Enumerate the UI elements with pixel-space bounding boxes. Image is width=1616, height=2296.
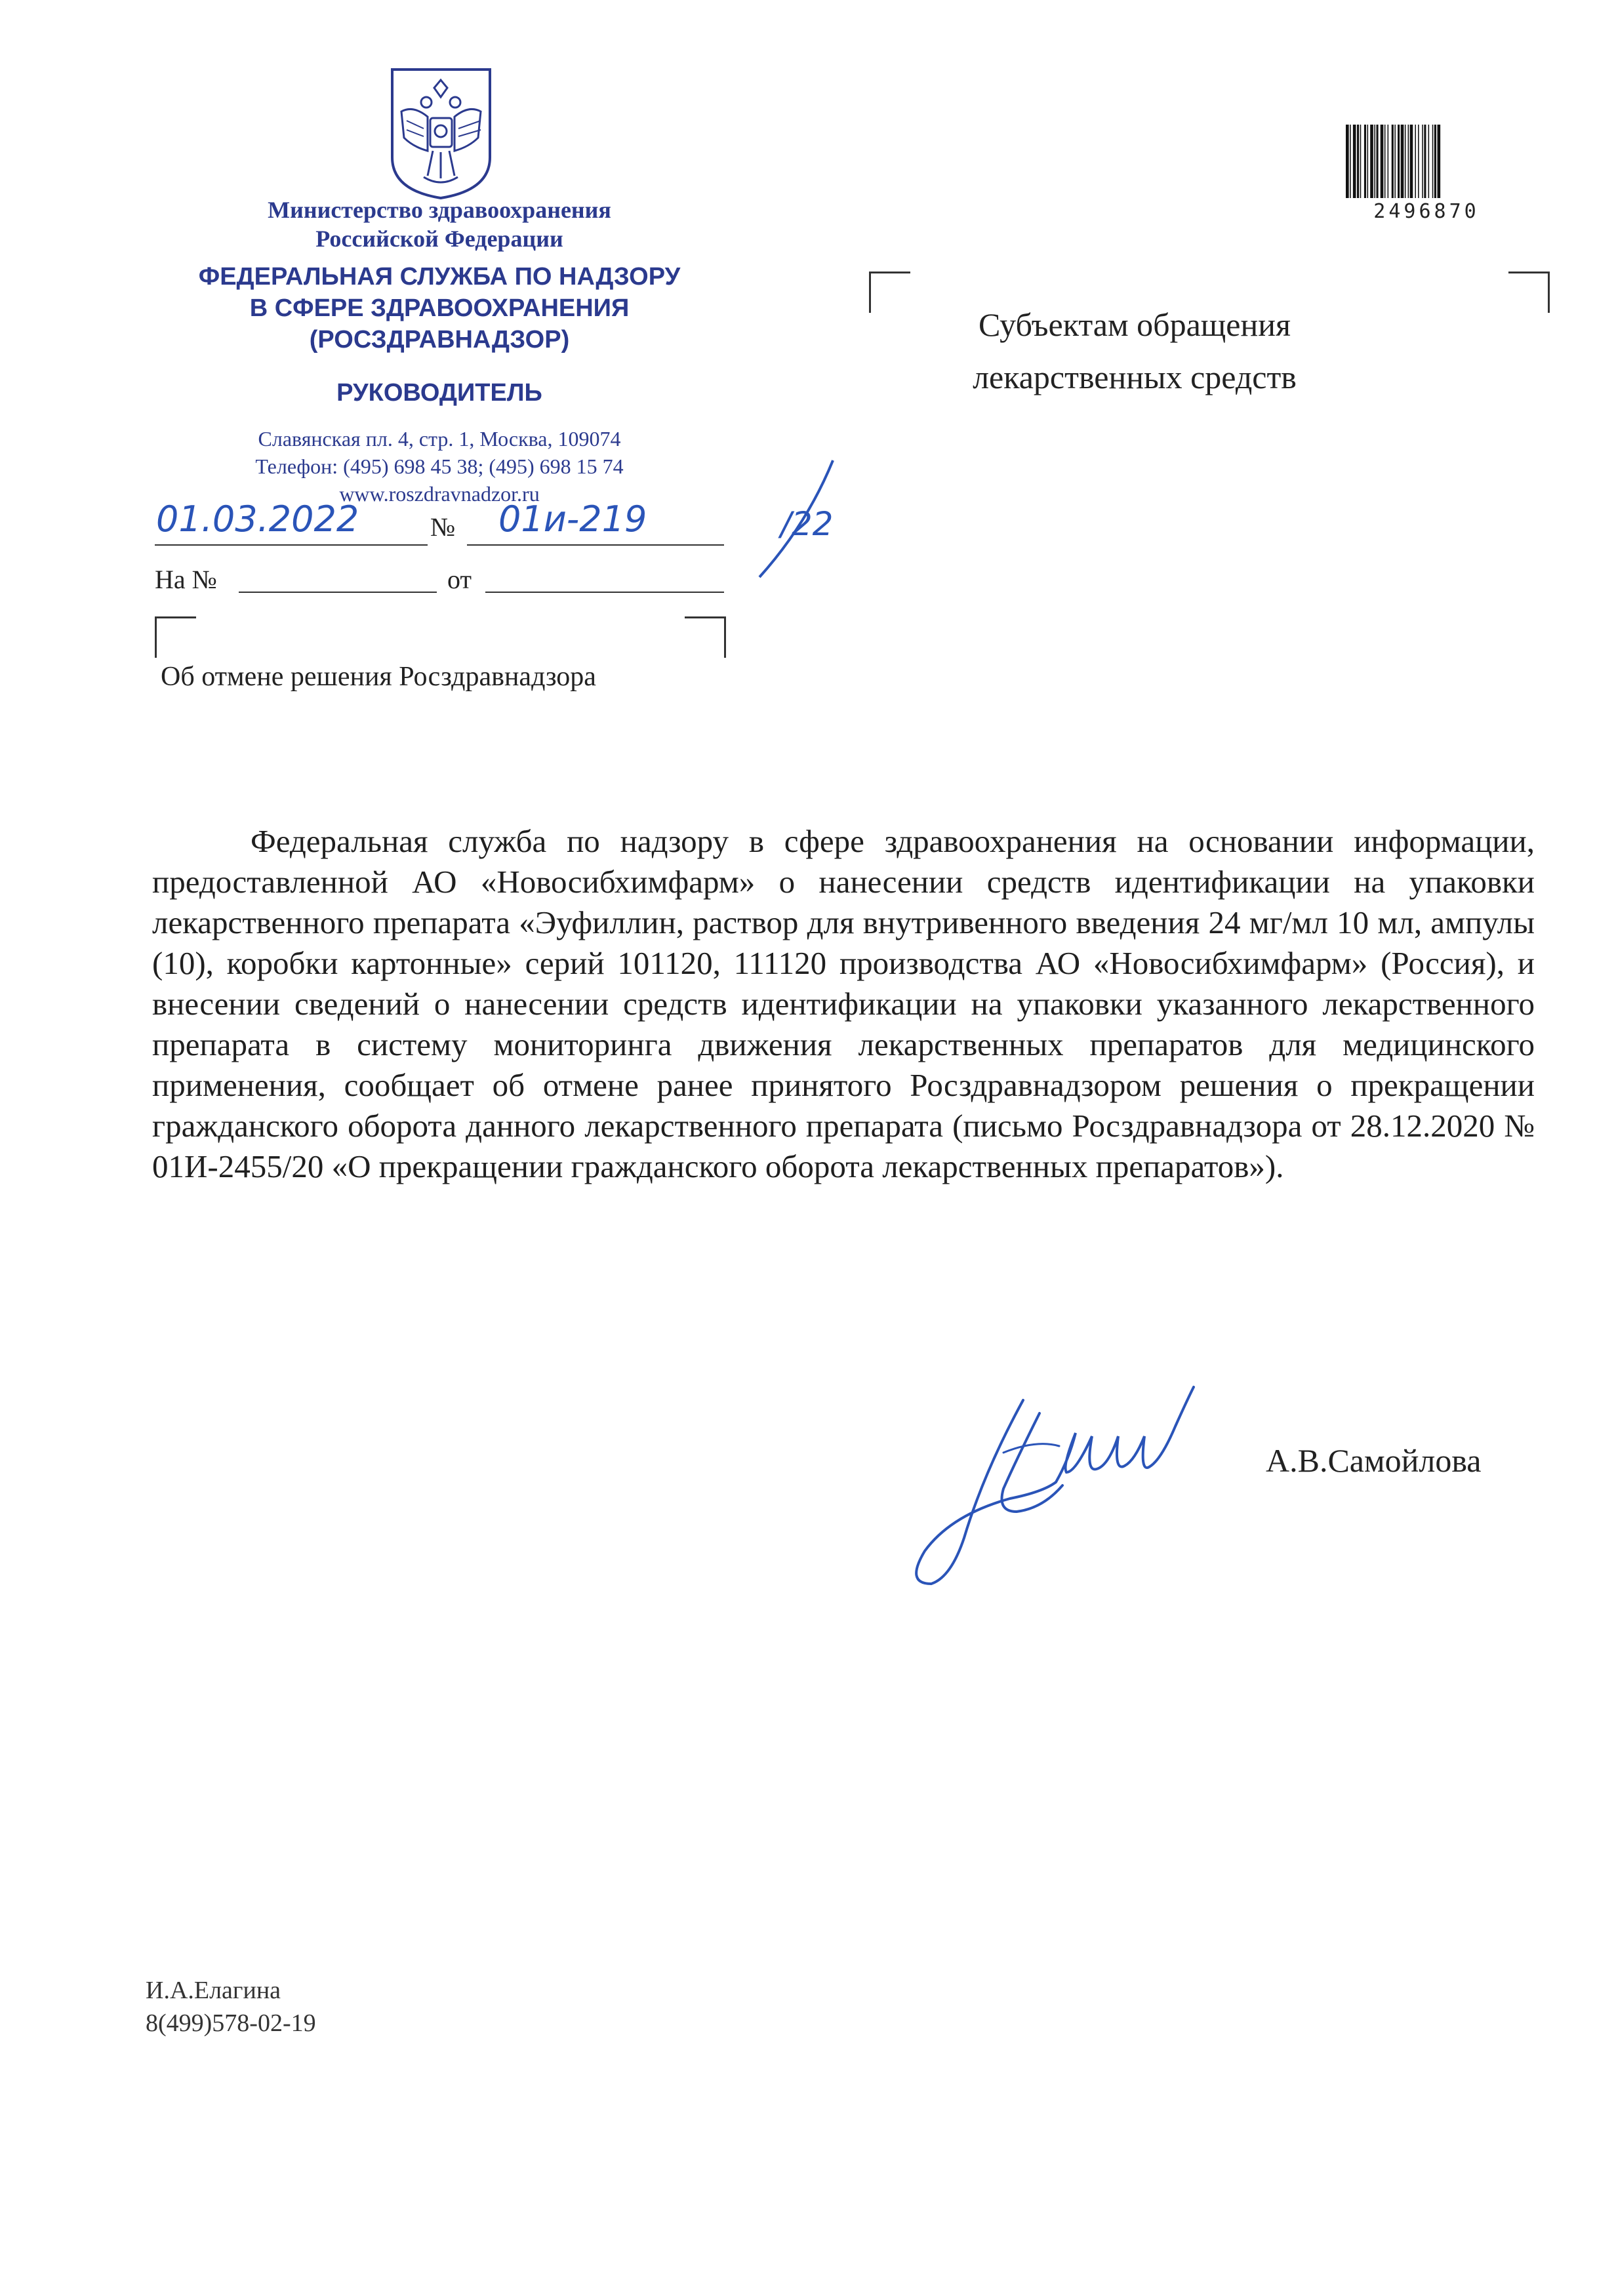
barcode-bar bbox=[1418, 125, 1419, 198]
barcode-bar bbox=[1424, 125, 1426, 198]
website-link[interactable]: www.roszdravnadzor.ru bbox=[339, 482, 540, 506]
date-underline bbox=[155, 544, 428, 546]
recipient-line: Субъектам обращения bbox=[979, 306, 1291, 343]
barcode-bar bbox=[1384, 125, 1386, 198]
barcode-bar bbox=[1374, 125, 1375, 198]
barcode-bar bbox=[1381, 125, 1384, 198]
ref-number-field[interactable] bbox=[239, 592, 437, 593]
barcode-bar bbox=[1357, 125, 1359, 198]
recipient-line: лекарственных средств bbox=[973, 359, 1297, 395]
ref-date-label: от bbox=[447, 565, 472, 594]
letter-body: Федеральная служба по надзору в сфере здравоохранения на основании информации, предоставленной АО «Новосибхимфарм» о нанесении средств идентификации на упаковки лекарственного препарата «Эуфиллин, раствор для внутривенного введения 24 мг/мл 10 мл, ампулы (10), коробки картонные» серий 101120, 111120 производства АО «Новосибхимфарм» (Россия), и внесении сведений о нанесении средств идентификации на упаковки указанного лекарственного препарата в систему мониторинга движения лекарственных препаратов для медицинского применения, сообщает об отмене ранее принятого Росздравнадзором решения о прекращении гражданского оборота данного лекарственного препарата (письмо Росздравнадзора от 28.12.2020 № 01И-2455/20 «О прекращении гражданского оборота лекарственных препаратов»). bbox=[152, 823, 1535, 1184]
double-headed-eagle-icon bbox=[387, 66, 495, 200]
signer-name: А.В.Самойлова bbox=[1266, 1442, 1482, 1479]
barcode-bar bbox=[1401, 125, 1404, 198]
barcode-bar bbox=[1434, 125, 1436, 198]
executor-phone: 8(499)578-02-19 bbox=[146, 2009, 316, 2037]
subject-corner-right bbox=[685, 616, 726, 658]
registration-date: 01.03.2022 bbox=[156, 498, 359, 540]
barcode-bar bbox=[1392, 125, 1394, 198]
barcode-bar bbox=[1367, 125, 1369, 198]
ref-date-field[interactable] bbox=[485, 592, 724, 593]
registration-number: 01и-219 bbox=[498, 498, 647, 540]
registration-suffix: /22 bbox=[780, 505, 834, 543]
barcode-bar bbox=[1408, 125, 1409, 198]
barcode-bar bbox=[1377, 125, 1379, 198]
barcode-bar bbox=[1353, 125, 1356, 198]
barcode-bar bbox=[1364, 125, 1366, 198]
barcode-bar bbox=[1410, 125, 1413, 198]
number-label: № bbox=[430, 512, 456, 542]
ministry-name: Министерство здравоохранения Российской Федерации bbox=[268, 197, 611, 252]
position-title: РУКОВОДИТЕЛЬ bbox=[336, 379, 542, 407]
executor-block bbox=[146, 1974, 316, 2040]
barcode-bar bbox=[1405, 125, 1406, 198]
executor-name: И.А.Елагина bbox=[146, 1977, 281, 2004]
barcode-bar bbox=[1360, 125, 1362, 198]
barcode-bar bbox=[1428, 125, 1430, 198]
service-name: ФЕДЕРАЛЬНАЯ СЛУЖБА ПО НАДЗОРУ В СФЕРЕ ЗДРАВООХРАНЕНИЯ (РОСЗДРАВНАДЗОР) bbox=[198, 263, 681, 353]
phone: Телефон: (495) 698 45 38; (495) 698 15 74 bbox=[255, 454, 624, 478]
subject-corner-left bbox=[155, 616, 196, 658]
contacts-block bbox=[164, 425, 715, 508]
barcode-bar bbox=[1394, 125, 1396, 198]
barcode-bar bbox=[1422, 125, 1423, 198]
barcode-bar bbox=[1346, 125, 1349, 198]
address: Славянская пл. 4, стр. 1, Москва, 109074 bbox=[258, 427, 621, 451]
barcode-bar bbox=[1432, 125, 1434, 198]
barcode-bar bbox=[1438, 125, 1441, 198]
barcode-bar bbox=[1398, 125, 1400, 198]
handwritten-signature bbox=[905, 1374, 1213, 1597]
recipient-corner-left bbox=[869, 272, 910, 313]
letter-subject: Об отмене решения Росздравнадзора bbox=[161, 662, 596, 692]
barcode-bar bbox=[1350, 125, 1351, 198]
barcode-bar bbox=[1370, 125, 1373, 198]
ref-number-label: На № bbox=[155, 565, 217, 594]
number-underline bbox=[467, 544, 724, 546]
barcode-number: 2496870 bbox=[1373, 200, 1480, 223]
barcode bbox=[1344, 125, 1508, 198]
recipient bbox=[918, 298, 1616, 403]
barcode-bar bbox=[1388, 125, 1389, 198]
barcode-bar bbox=[1415, 125, 1416, 198]
